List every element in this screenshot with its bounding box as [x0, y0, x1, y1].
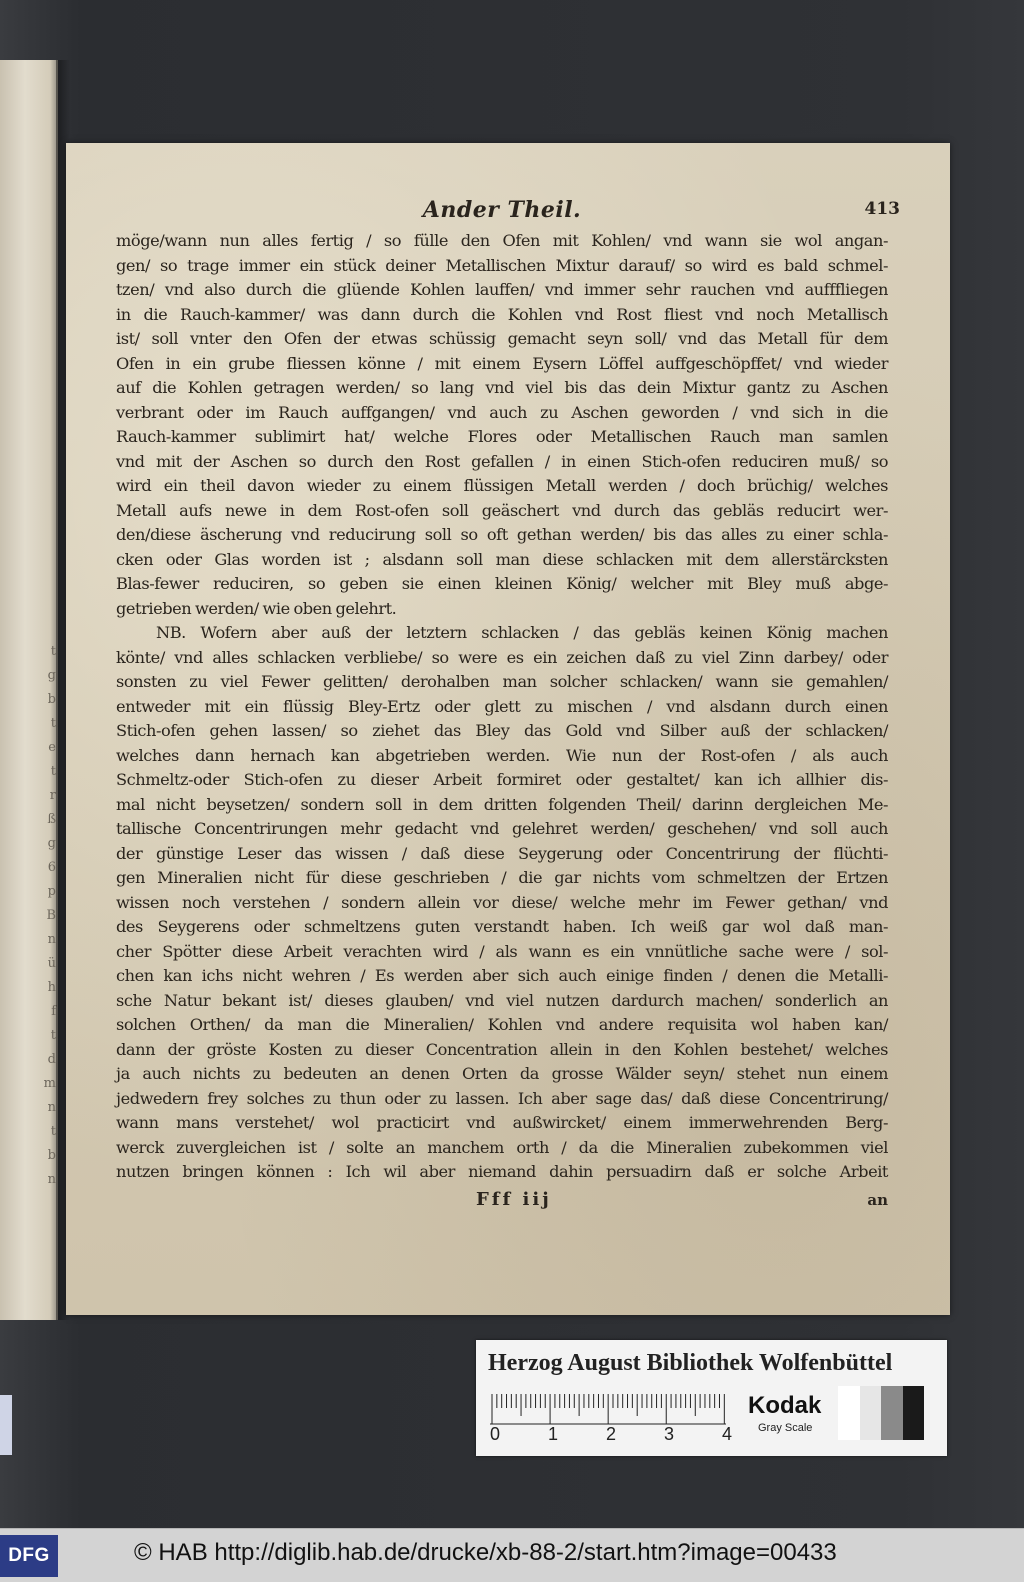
previous-page-glyph: ü	[47, 956, 56, 971]
text-line: Stich-ofen gehen lassen/ so ziehet das Bley das Gold vnd Silber auß der schlacken/	[116, 721, 888, 740]
previous-page-glyph: b	[47, 1148, 56, 1163]
previous-page-glyph: m	[43, 1076, 56, 1091]
previous-page-glyph: r	[49, 788, 56, 803]
text-line: Rauch-kammer sublimirt hat/ welche Flores oder Metallischen Rauch man samlen	[116, 427, 888, 446]
text-line: des Seygerens oder schmeltzens guten verstandt haben. Ich weiß gar wol daß man-	[116, 917, 888, 936]
text-line: sonsten zu viel Fewer gelitten/ derohalben man solcher schlacken/ wann sie gemahlen/	[116, 672, 888, 691]
previous-page-glyph: g	[47, 668, 56, 683]
scanned-page	[66, 143, 950, 1315]
previous-page-glyph: t	[50, 1028, 56, 1043]
ruler-number: 3	[664, 1424, 675, 1444]
previous-page-glyph: t	[50, 716, 56, 731]
gray-patch	[903, 1386, 925, 1440]
page-footer	[116, 1189, 888, 1219]
gray-scale-patches	[838, 1386, 924, 1440]
library-name: Herzog August Bibliothek Wolfenbüttel	[488, 1350, 893, 1376]
text-line: chen kan ichs nicht wehren / Es werden aber sich auch einige finden / denen die Metalli-	[116, 966, 888, 985]
header-title: Ander Theil.	[422, 197, 582, 223]
text-line: mal nicht beysetzen/ sondern soll in dem dritten folgenden Theil/ darinn dergleichen Me-	[116, 794, 888, 814]
text-line: gen/ so trage immer ein stück deiner Metallischen Mixtur darauf/ so wird es bald schmel-	[116, 255, 888, 275]
text-line: wird ein theil davon wieder zu einem flüssigen Metall werden / doch brüchig/ welches	[116, 476, 888, 495]
gray-patch	[838, 1386, 860, 1440]
previous-page-glyph: n	[47, 932, 56, 947]
left-sticker	[0, 1395, 12, 1455]
previous-page-edge	[0, 60, 58, 1320]
previous-page-glyph: t	[50, 644, 56, 659]
previous-page-glyph: t	[50, 1124, 56, 1139]
text-line: Blas-fewer reduciren, so geben sie einen kleinen König/ welcher mit Bley muß abge-	[116, 574, 888, 593]
previous-page-glyph: p	[47, 884, 56, 899]
ruler-number: 4	[722, 1424, 733, 1444]
text-line: sche Natur bekant ist/ dieses glauben/ vnd viel nutzen dardurch machen/ sonderlich an	[116, 990, 888, 1010]
text-line: gen Mineralien nicht für diese geschrieben / die gar nichts vom schmeltzen der Ertzen	[116, 868, 888, 887]
text-line: Metall aufs newe in dem Rost-ofen soll geäschert vnd durch das gebläs reducirt wer-	[116, 500, 888, 520]
signature-mark: Fff iij	[476, 1188, 552, 1210]
text-line: entweder mit ein flüssig Bley-Ertz oder glett zu mischen / vnd alsdann durch einen	[116, 696, 888, 716]
text-line: cken oder Glas worden ist ; alsdann soll man diese schlacken mit dem allerstärcksten	[116, 549, 888, 569]
ruler-number: 0	[490, 1424, 501, 1444]
text-line: ist/ soll vnter den Ofen der etwas schüssig gemacht seyn soll/ vnd das Metall für dem	[116, 329, 888, 348]
text-line: könte/ vnd alles schlacken verbliebe/ so were es ein zeichen daß zu viel Zinn darbey/ oder	[116, 647, 888, 667]
text-line: verbrant oder im Rauch auffgangen/ vnd auch zu Aschen geworden / vnd sich in die	[116, 402, 888, 422]
color-calibration-card	[476, 1340, 947, 1456]
previous-page-glyph: B	[46, 908, 56, 923]
page-content	[116, 195, 900, 1219]
text-line: Ofen in ein grube fliessen könne / mit einem Eysern Löffel auffgeschöpffet/ vnd wieder	[116, 353, 888, 373]
source-credit: © HAB http://diglib.hab.de/drucke/xb-88-2/start.htm?image=00433	[134, 1539, 837, 1566]
text-line: solchen Orthen/ da man die Mineralien/ Kohlen vnd andere requisita wol haben kan/	[116, 1015, 888, 1034]
text-line: getrieben werden/ wie oben gelehrt.	[116, 598, 397, 618]
ruler-number: 1	[548, 1424, 559, 1444]
text-line: den/diese äscherung vnd reducirung soll so oft gethan werden/ bis das alles zu einer schla-	[116, 525, 888, 544]
text-line: tzen/ vnd also durch die glüende Kohlen lauffen/ vnd immer sehr rauchen vnd aufffliegen	[116, 280, 888, 299]
text-line: tallische Concentrirungen mehr gedacht vnd gelehret werden/ geschehen/ vnd soll auch	[116, 819, 888, 838]
kodak-logo: Kodak	[748, 1392, 822, 1419]
ruler-number: 2	[606, 1424, 617, 1444]
page-number: 413	[864, 199, 900, 219]
previous-page-glyph: d	[47, 1052, 56, 1067]
text-line: cher Spötter diese Arbeit verachten wird / als wann es ein vnnütliche sache were / sol-	[116, 941, 888, 961]
previous-page-glyph: n	[47, 1172, 56, 1187]
text-line: auf die Kohlen getragen werden/ so lang vnd viel bis das dein Mixtur gantz zu Aschen	[116, 378, 888, 397]
previous-page-glyph: ß	[47, 812, 56, 827]
previous-page-glyph: 6	[47, 860, 56, 875]
text-line: wissen noch verstehen / sondern allein vor diese/ welche mehr im Fewer gethan/ vnd	[116, 892, 888, 912]
text-line: ja auch nichts zu bedeuten an denen Orten da grosse Wälder seyn/ stehet nun einem	[116, 1064, 888, 1083]
previous-page-glyph: g	[47, 836, 56, 851]
text-line: in die Rauch-kammer/ was dann durch die Kohlen vnd Rost fliest vnd noch Metallisch	[116, 304, 888, 324]
text-line: möge/wann nun alles fertig / so fülle den Ofen mit Kohlen/ vnd wann sie wol angan-	[116, 231, 888, 250]
previous-page-glyph: f	[51, 1004, 56, 1019]
gray-patch	[881, 1386, 903, 1440]
previous-page-glyphs	[42, 640, 56, 1192]
dfg-logo: DFG	[0, 1535, 58, 1577]
previous-page-glyph: n	[47, 1100, 56, 1115]
running-head	[116, 195, 900, 229]
text-line: welches dann hernach kan abgetrieben werden. Wie nun der Rost-ofen / als auch	[116, 745, 888, 765]
previous-page-glyph: b	[47, 692, 56, 707]
text-line: Schmeltz-oder Stich-ofen zu dieser Arbeit formiret oder gestaltet/ kan ich allhier dis-	[116, 770, 888, 789]
previous-page-glyph: t	[50, 764, 56, 779]
text-line: vnd mit der Aschen so durch den Rost gefallen / in einen Stich-ofen reduciren muß/ so	[116, 451, 888, 471]
catchword: an	[867, 1190, 888, 1209]
text-line: nutzen bringen können : Ich wil aber niemand dahin persuadirn daß er solche Arbeit	[116, 1162, 888, 1181]
gray-patch	[860, 1386, 882, 1440]
gray-scale-label: Gray Scale	[758, 1422, 813, 1434]
text-line: dann der gröste Kosten zu dieser Concentration allein in den Kohlen bestehet/ welches	[116, 1039, 888, 1059]
text-line: NB. Wofern aber auß der letztern schlacken / das gebläs keinen König machen	[156, 623, 888, 642]
text-line: der günstige Leser das wissen / daß diese Seygerung oder Concentrirung der flüchti-	[116, 843, 888, 863]
text-line: wann mans verstehet/ wol practicirt vnd außwircket/ einem immerwehrenden Berg-	[116, 1113, 888, 1132]
credit-bar	[0, 1528, 1024, 1582]
previous-page-glyph: e	[48, 740, 56, 755]
text-line: werck zuvergleichen ist / solte an manchem orth / da die Mineralien zubekommen viel	[116, 1137, 888, 1157]
text-line: jedwedern frey solches zu thun oder zu lassen. Ich aber sage das/ daß diese Concentrirung/	[116, 1088, 888, 1108]
previous-page-glyph: h	[47, 980, 56, 995]
body-text	[116, 229, 888, 1185]
